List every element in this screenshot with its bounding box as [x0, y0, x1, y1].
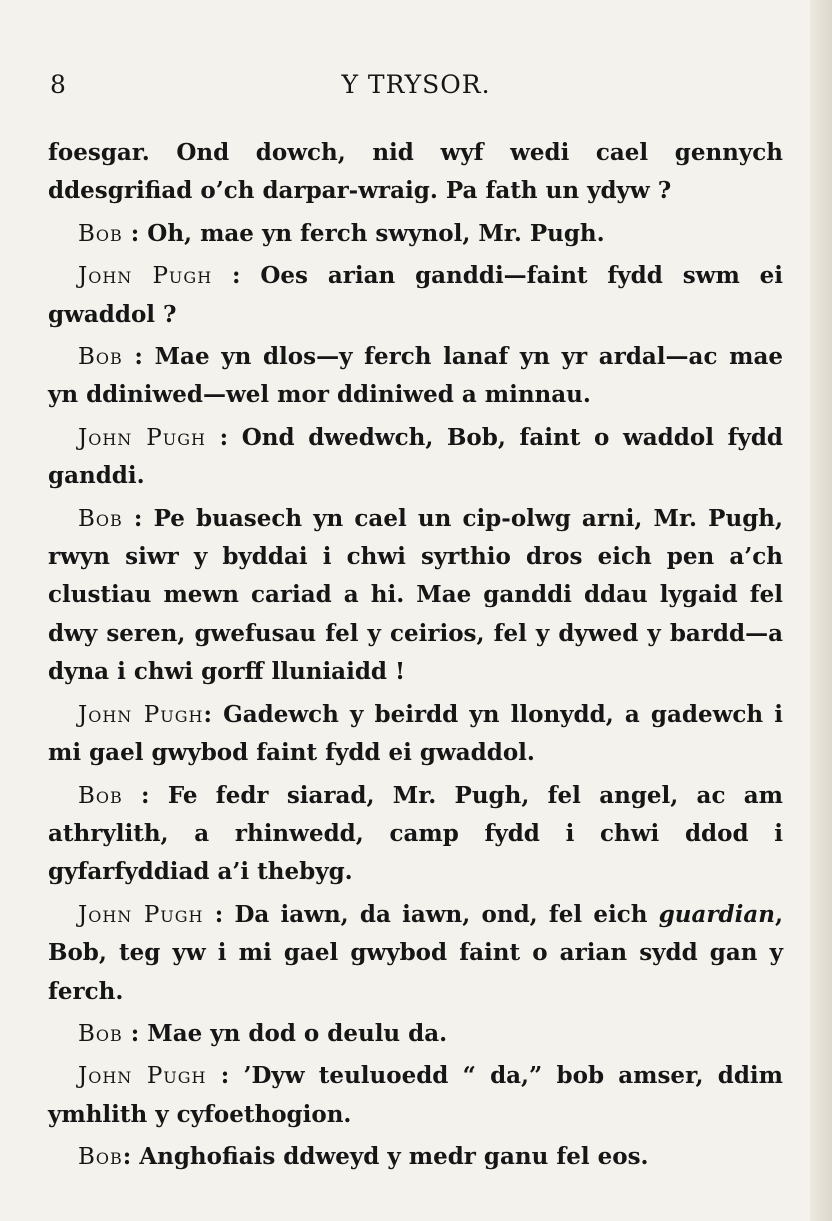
speaker-separator: : [122, 504, 154, 532]
paragraph [48, 500, 783, 692]
running-title: Y TRYSOR. [341, 70, 491, 99]
speaker-name: John Pugh [78, 1063, 207, 1090]
paragraph-text: Fe fedr siarad, Mr. Pugh, fel angel, ac am athrylith, a rhinwedd, camp fydd i chwi ddod i gyfarfyddiad a’i thebyg. [48, 781, 783, 886]
paragraph-text: Pe buasech yn cael un cip-olwg arni, Mr. Pugh, rwyn siwr y byddai i chwi syrthio dros eich pen a’ch clustiau mewn cariad a hi. Mae ganddi ddau lygaid fel dwy seren, gwefusau fel y ceirios, fel y dywed y bardd—a dyna i chwi gorff lluniaidd ! [48, 504, 784, 686]
speaker-separator: : [205, 423, 242, 451]
paragraph-text: Anghofiais ddweyd y medr ganu fel eos. [139, 1143, 649, 1171]
paragraph [48, 1057, 783, 1134]
paragraph [48, 338, 783, 415]
paragraph [48, 696, 783, 773]
paragraph-text: foesgar. Ond dowch, nid wyf wedi cael gennych ddesgrifiad o’ch darpar-wraig. Pa fath un ydyw ? [48, 139, 783, 205]
speaker-separator: : [122, 1019, 148, 1047]
speaker-name: Bob [78, 344, 123, 371]
page-header [0, 70, 832, 110]
speaker-separator: : [206, 1062, 244, 1090]
speaker-name: John Pugh [78, 901, 204, 928]
paragraph [48, 215, 783, 253]
paragraph-text: Mae yn dod o deulu da. [147, 1019, 448, 1047]
speaker-name: Bob [78, 1144, 123, 1171]
paragraph-text: Mae yn dlos—y ferch lanaf yn yr ardal—ac mae yn ddiniwed—wel mor ddiniwed a minnau. [48, 343, 783, 409]
paragraph [48, 1138, 783, 1176]
speaker-name: Bob [78, 220, 123, 247]
speaker-separator: : [122, 781, 168, 809]
speaker-separator: : [122, 343, 155, 371]
speaker-name: John Pugh [78, 424, 206, 451]
paragraph-text: Gadewch y beirdd yn llonydd, a gadewch i mi gael gwybod faint fydd ei gwaddol. [48, 700, 784, 767]
speaker-name: Bob [78, 1020, 123, 1047]
paragraph-text: Da iawn, da iawn, ond, fel eich [234, 900, 659, 928]
paragraph [48, 419, 783, 496]
paragraph-text: Oh, mae yn ferch swynol, Mr. Pugh. [147, 219, 605, 247]
page-edge [810, 0, 832, 1221]
speaker-separator: : [203, 900, 235, 928]
page-body [48, 134, 783, 1177]
speaker-separator: : [203, 700, 224, 728]
paragraph [48, 134, 783, 211]
italic-word: guardian [658, 900, 775, 928]
paragraph-text: Ond dwedwch, Bob, faint o waddol fydd ganddi. [48, 423, 783, 490]
paragraph-text-continued: , Bob, teg yw i mi gael gwybod faint o arian sydd gan y ferch. [48, 900, 783, 1005]
page-number: 8 [50, 70, 66, 99]
speaker-separator: : [122, 1143, 140, 1171]
speaker-name: John Pugh [78, 701, 204, 728]
speaker-name: Bob [78, 505, 123, 532]
paragraph [48, 257, 783, 334]
speaker-name: John Pugh [78, 263, 213, 290]
paragraph-text: Oes arian ganddi—faint fydd swm ei gwaddol ? [48, 262, 784, 328]
paragraph-text: ’Dyw teuluoedd “ da,” bob amser, ddim ymhlith y cyfoethogion. [48, 1062, 783, 1128]
paragraph [48, 777, 783, 892]
paragraph [48, 896, 783, 1011]
speaker-separator: : [122, 219, 148, 247]
paragraph [48, 1015, 783, 1053]
speaker-separator: : [212, 262, 261, 290]
speaker-name: Bob [78, 782, 123, 809]
